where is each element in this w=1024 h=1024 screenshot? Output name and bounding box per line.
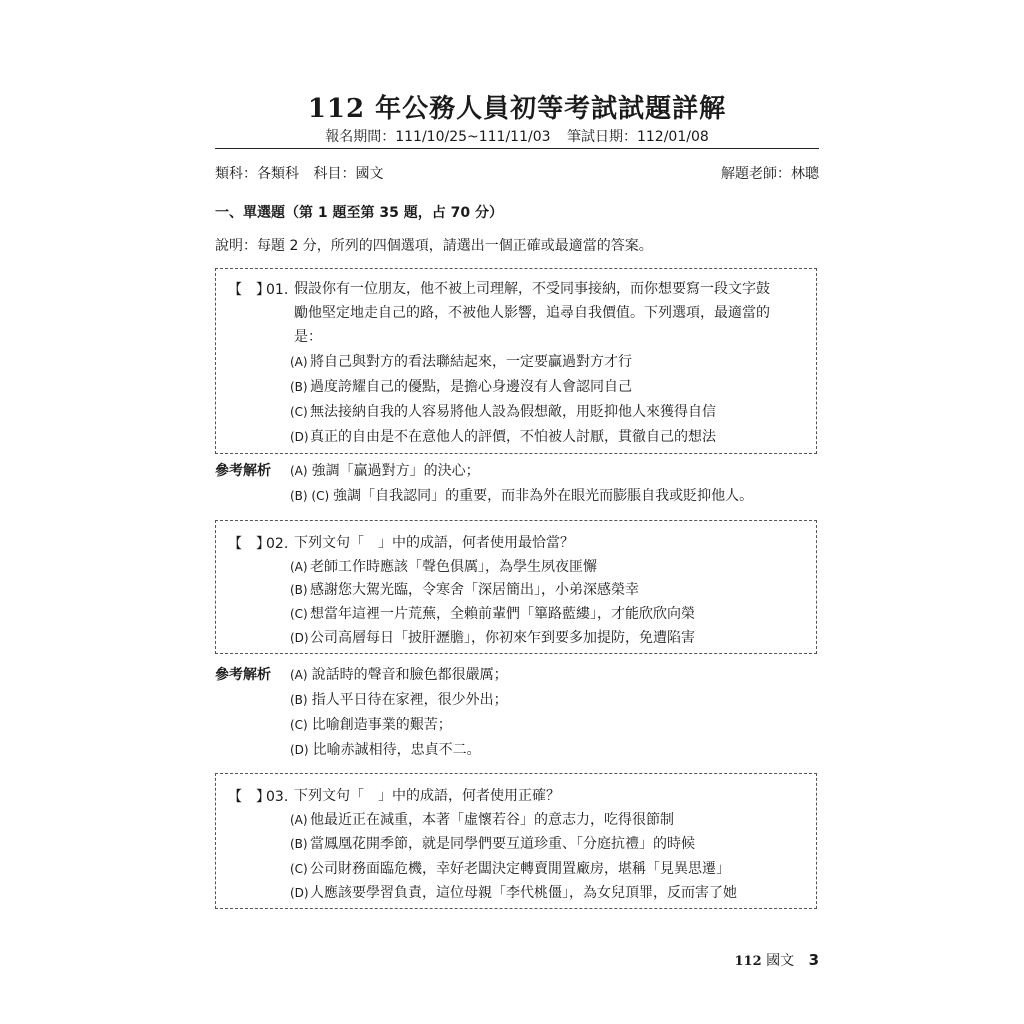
category-label: 類科：各類科 [215,166,299,182]
option-text: 公司財務面臨危機，幸好老闆決定轉賣閒置廠房，堪稱「見異思遷」 [310,861,730,877]
option-letter: (C) [290,405,308,419]
question-header [228,279,288,299]
option-letter: (A) [290,560,308,574]
section-instruction: 說明：每題 2 分，所列的四個選項，請選出一個正確或最適當的答案。 [215,238,653,254]
question-line: 勵他堅定地走自己的路，不被他人影響，追尋自我價值。下列選項，最適當的 [294,305,770,321]
exam-meta [215,163,393,183]
option-letter: (C) [290,607,308,621]
option-d [290,882,737,902]
option-letter: (D) [290,886,309,900]
option-d [290,426,716,446]
footer-year: 112 [734,954,762,969]
explanation-letter: (B) [290,693,308,707]
option-text: 想當年這裡一片荒蕪，全賴前輩們「篳路藍縷」，才能欣欣向榮 [310,606,695,622]
explanation-letter: (A) [290,464,308,478]
option-letter: (A) [290,355,308,369]
question-stem [294,531,808,555]
question-number: 02. [266,536,289,552]
option-letter: (B) [290,380,308,394]
option-d [290,627,695,647]
page-title: 112 年公務人員初等考試試題詳解 [307,94,727,124]
option-letter: (A) [290,813,308,827]
footer-subject: 國文 [766,953,795,969]
question-line: 是： [294,329,322,345]
option-letter: (D) [290,631,309,645]
option-text: 公司高層每日「披肝瀝膽」，你初來乍到要多加提防，免遭陷害 [310,630,695,646]
exam-date: 筆試日期：112/01/08 [566,129,709,145]
option-b [290,833,695,853]
question-stem [294,784,808,808]
option-letter: (D) [290,430,309,444]
question-box-02 [215,520,817,654]
explanation-text: 比喻赤誠相待，忠貞不二。 [312,742,481,758]
option-text: 感謝您大駕光臨，令寒舍「深居簡出」，小弟深感榮幸 [310,582,639,598]
option-text: 人應該要學習負責，這位母親「李代桃僵」，為女兒頂罪，反而害了她 [310,885,737,901]
page-footer [735,950,819,970]
option-c [290,858,730,878]
explanation-text: 比喻創造事業的艱苦； [311,717,452,733]
explanation-line [290,664,508,684]
teacher-label: 解題老師：林聰 [721,166,819,182]
option-text: 過度誇耀自己的優點，是擔心身邊沒有人會認同自己 [310,379,632,395]
explanation-text: 強調「自我認同」的重要，而非為外在眼光而膨脹自我或貶抑他人。 [333,488,754,504]
explanation-line [290,460,480,480]
question-number: 01. [266,282,289,298]
registration-period: 報名期間：111/10/25~111/11/03 [325,129,551,145]
exam-dates [215,126,819,146]
question-line: 下列文句「 」中的成語，何者使用最恰當？ [294,535,574,551]
option-c [290,401,716,421]
explanation-letter: (B) (C) [290,489,330,503]
explanation-letter: (A) [290,668,308,682]
option-letter: (C) [290,862,308,876]
explanation-line [290,485,753,505]
question-number: 03. [266,789,289,805]
answer-bracket: 【 】 [228,789,270,805]
question-header [228,786,288,806]
option-text: 老師工作時應該「聲色俱厲」，為學生夙夜匪懈 [310,559,597,575]
option-b [290,579,639,599]
explanation-label: 參考解析 [215,667,271,683]
question-stem [294,277,808,349]
question-box-03 [215,773,817,909]
section-title: 一、單選題（第 1 題至第 35 題，占 70 分） [215,205,503,221]
explanation-text: 說話時的聲音和臉色都很嚴厲； [311,667,508,683]
header-divider [215,148,819,149]
question-header [228,533,288,553]
explanation-label: 參考解析 [215,463,271,479]
explanation-text: 強調「贏過對方」的決心； [311,463,480,479]
option-letter: (B) [290,583,308,597]
explanation-letter: (C) [290,718,308,732]
option-text: 他最近正在減重，本著「虛懷若谷」的意志力，吃得很節制 [310,812,674,828]
option-letter: (B) [290,837,308,851]
option-text: 將自己與對方的看法聯結起來，一定要贏過對方才行 [310,354,632,370]
question-line: 下列文句「 」中的成語，何者使用正確？ [294,788,560,804]
explanation-text: 指人平日待在家裡，很少外出； [311,692,508,708]
answer-bracket: 【 】 [228,536,270,552]
question-box-01 [215,268,817,454]
question-line: 假設你有一位朋友，他不被上司理解，不受同事接納，而你想要寫一段文字鼓 [294,281,770,297]
option-text: 真正的自由是不在意他人的評價，不怕被人討厭，貫徹自己的想法 [310,429,716,445]
answer-bracket: 【 】 [228,282,270,298]
explanation-letter: (D) [290,743,309,757]
option-b [290,376,632,396]
option-a [290,556,597,576]
explanation-line [290,714,452,734]
option-a [290,809,674,829]
option-text: 當鳳凰花開季節，就是同學們要互道珍重、「分庭抗禮」的時候 [310,836,695,852]
option-a [290,351,632,371]
option-c [290,603,695,623]
page-number: 3 [808,951,819,969]
explanation-line [290,739,481,759]
subject-label: 科目：國文 [313,166,384,182]
explanation-line [290,689,508,709]
option-text: 無法接納自我的人容易將他人設為假想敵，用貶抑他人來獲得自信 [310,404,716,420]
